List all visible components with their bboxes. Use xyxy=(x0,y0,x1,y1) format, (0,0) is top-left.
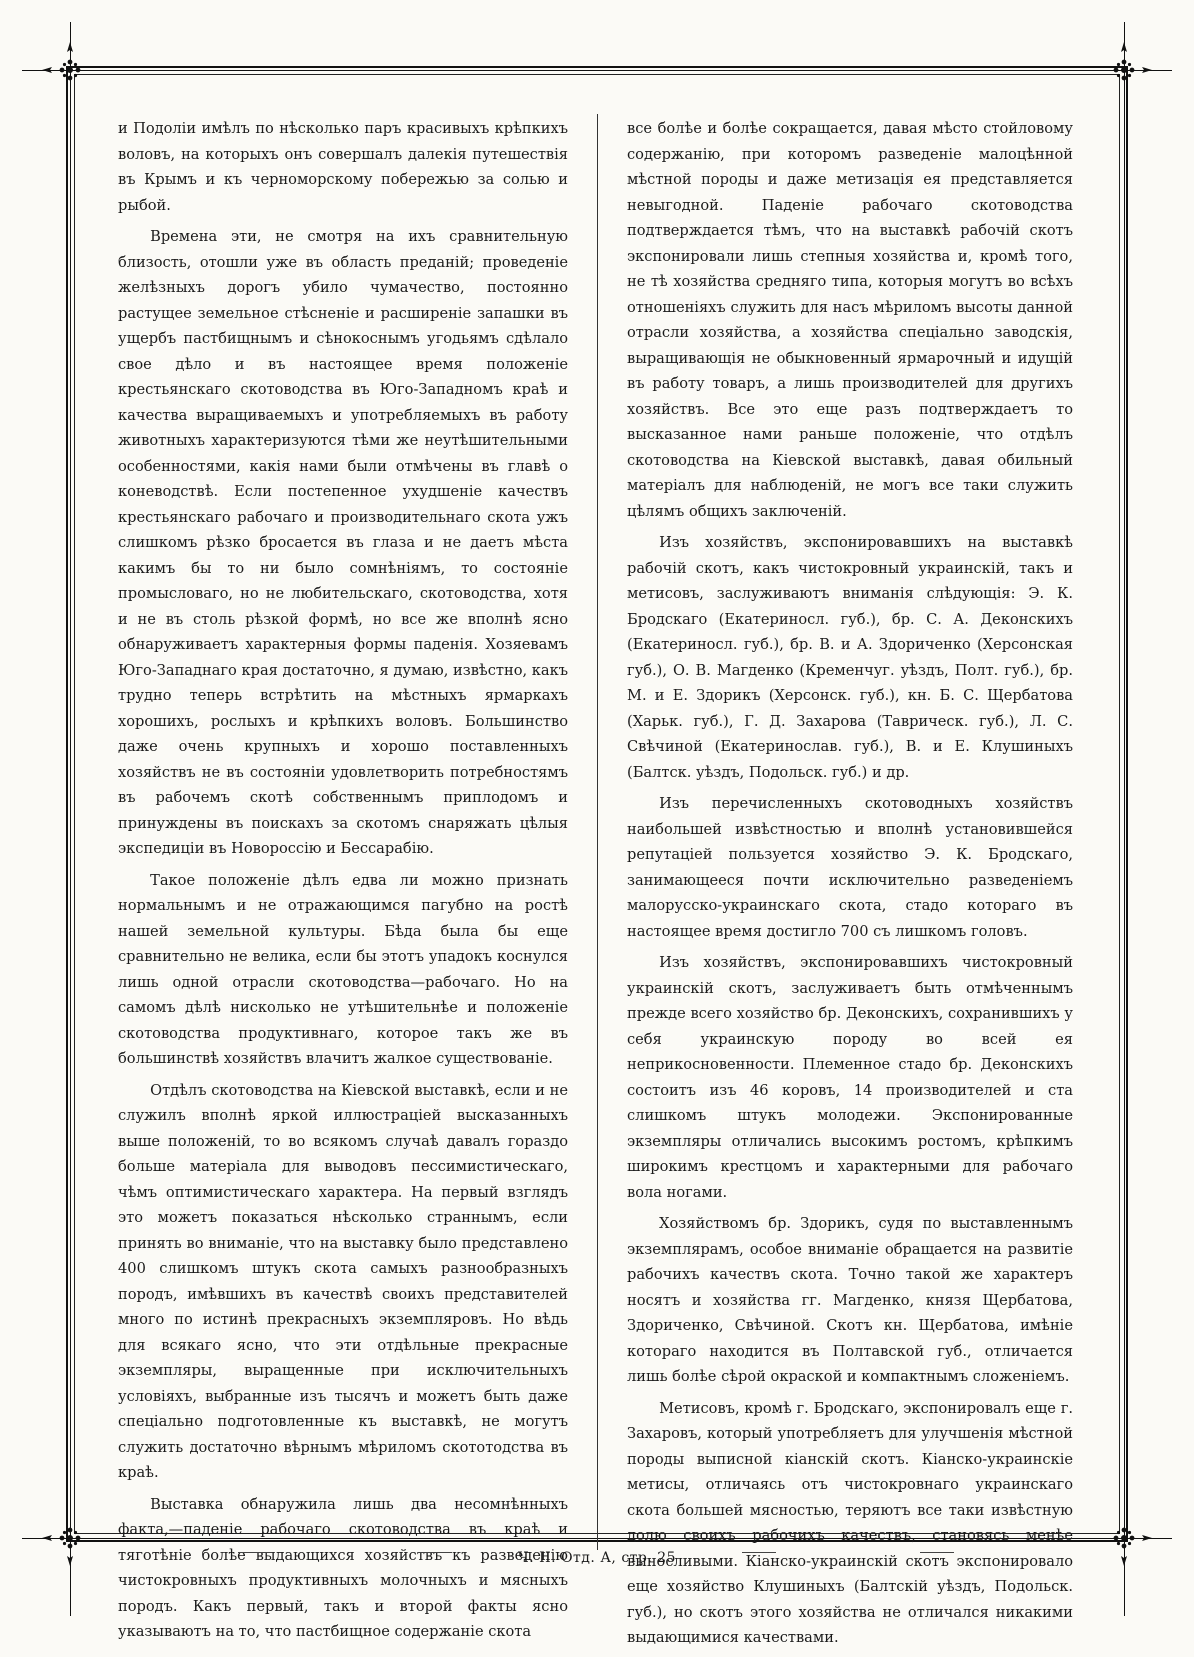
left-column xyxy=(118,116,568,1651)
paragraph: Изъ хозяйствъ, экспонировавшихъ чистокровный украинскій скотъ, заслуживаетъ быть отмѣченнымъ прежде всего хозяйство бр. Деконскихъ, сохранившихъ у себя украинскую породу во всей ея неприкосновенности. Племенное стадо бр. Деконскихъ состоитъ изъ 46 коровъ, 14 производителей и ста слишкомъ штукъ молодежи. Экспонированные экземпляры отличались высокимъ ростомъ, крѣпкимъ широкимъ крестцомъ и характерными для рабочаго вола ногами. xyxy=(627,954,1073,1201)
paragraph: Изъ хозяйствъ, экспонировавшихъ на выставкѣ рабочій скотъ, какъ чистокровный украинскій, такъ и метисовъ, заслуживаютъ вниманія слѣдующія: Э. К. Бродскаго (Екатериносл. губ.), бр. С. А. Деконскихъ (Екатериносл. губ.), бр. В. и А. Здориченко (Херсонская губ.), О. В. Магденко (Кременчуг. уѣздъ, Полт. губ.), бр. М. и Е. Здорикъ (Херсонск. губ.), кн. Б. С. Щербатова (Харьк. губ.), Г. Д. Захарова (Таврическ. губ.), Л. С. Свѣчиной (Екатеринослав. губ.), В. и Е. Клушиныхъ (Балтск. уѣздъ, Подольск. губ.) и др. xyxy=(627,534,1073,781)
paragraph: Выставка обнаружила лишь два несомнѣнныхъ факта,—паденіе рабочаго скотоводства въ краѣ и тяготѣніе болѣе выдающихся хозяйствъ къ разведенію чистокровныхъ продуктивныхъ молочныхъ и мясныхъ породъ. Какъ первый, такъ и второй факты ясно указываютъ на то, что пастбищное содержаніе скота xyxy=(118,1495,568,1640)
column-divider xyxy=(597,114,598,1550)
paragraph: и Подоліи имѣлъ по нѣсколько паръ красивыхъ крѣпкихъ воловъ, на которыхъ онъ совершалъ далекія путешествія въ Крымъ и къ черноморскому побережью за солью и рыбой. xyxy=(118,120,568,214)
paragraph: Изъ перечисленныхъ скотоводныхъ хозяйствъ наибольшей извѣстностью и вполнѣ установившейся репутаціей пользуется хозяйство Э. К. Бродскаго, занимающееся почти исключительно разведеніемъ малорусско-украинскаго скота, стадо котораго въ настоящее время достигло 700 съ лишкомъ головъ. xyxy=(627,795,1073,940)
paragraph: Хозяйствомъ бр. Здорикъ, судя по выставленнымъ экземплярамъ, особое вниманіе обращается на развитіе рабочихъ качествъ скота. Точно такой же характеръ носятъ и хозяйства гг. Магденко, князя Щербатова, Здориченко, Свѣчиной. Скотъ кн. Щербатова, имѣніе котораго находится въ Полтавской губ., отличается лишь болѣе сѣрой окраской и компактнымъ сложеніемъ. xyxy=(627,1215,1073,1385)
corner-ornament-icon xyxy=(1094,40,1154,100)
paragraph: Метисовъ, кромѣ г. Бродскаго, экспонировалъ еще г. Захаровъ, который употребляетъ для улучшенія мѣстной породы выписной кіанскій скотъ. Кіанско-украинскіе метисы, отличаясь отъ чистокровнаго украинскаго скота большей мясностью, теряютъ все таки извѣстную долю своихъ рабочихъ качествъ, становясь менѣе выносливыми. Кіанско-украинскій скотъ экспонировало еще хозяйство Клушиныхъ (Балтскій уѣздъ, Подольск. губ.), но скотъ этого хозяйства не отличался никакими выдающимися качествами. xyxy=(627,1399,1073,1646)
paragraph: Отдѣлъ скотоводства на Кіевской выставкѣ, если и не служилъ вполнѣ яркой иллюстраціей высказанныхъ выше положеній, то во всякомъ случаѣ давалъ гораздо больше матеріала для выводовъ пессимистическаго, чѣмъ оптимистическаго характера. На первый взглядъ это можетъ показаться нѣсколько страннымъ, если принять во вниманіе, что на выставку было представлено 400 слишкомъ штукъ скота самыхъ разнообразныхъ породъ, имѣвшихъ въ качествѣ своихъ представителей много по истинѣ прекрасныхъ экземпляровъ. Но вѣдь для всякаго ясно, что эти отдѣльные прекрасные экземпляры, выращенные при исключительныхъ условіяхъ, выбранные изъ тысячъ и можетъ быть даже спеціально подготовленные къ выставкѣ, не могутъ служить достаточно вѣрнымъ мѣриломъ скототодства въ краѣ. xyxy=(118,1081,568,1481)
paragraph: Такое положеніе дѣлъ едва ли можно признать нормальнымъ и не отражающимся пагубно на ростѣ нашей земельной культуры. Бѣда была бы еще сравнительно не велика, если бы этотъ упадокъ коснулся лишь одной отрасли скотоводства—рабочаго. Но на самомъ дѣлѣ нисколько не утѣшительнѣе и положеніе скотоводства продуктивнаго, которое такъ же въ большинствѣ хозяйствъ влачитъ жалкое существованіе. xyxy=(118,871,568,1067)
paragraph: Времена эти, не смотря на ихъ сравнительную близость, отошли уже въ область преданій; проведеніе желѣзныхъ дорогъ убило чумачество, постоянно растущее земельное стѣсненіе и расширеніе запашки въ ущербъ пастбищнымъ и сѣнокоснымъ угодьямъ сдѣлало свое дѣло и въ настоящее время положеніе крестьянскаго скотоводства въ Юго-Западномъ краѣ и качества выращиваемыхъ и употребляемыхъ въ работу животныхъ характеризуются тѣми же неутѣшительными особенностями, какія нами были отмѣчены въ главѣ о коневодствѣ. Если постепенное ухудшеніе качествъ крестьянскаго рабочаго и производительнаго скота ужъ слишкомъ рѣзко бросается въ глаза и не даетъ мѣста какимъ бы то ни было сомнѣніямъ, то состояніе промысловаго, но не любительскаго, скотоводства, хотя и не въ столь рѣзкой формѣ, но все же вполнѣ ясно обнаруживаетъ характерныя формы паденія. Хозяевамъ Юго-Западнаго края достаточно, я думаю, извѣстно, какъ трудно теперь встрѣтить на мѣстныхъ ярмаркахъ хорошихъ, рослыхъ и крѣпкихъ воловъ. Большинство даже очень крупныхъ и хорошо поставленныхъ хозяйствъ не въ состояніи удовлетворить потребностямъ въ рабочемъ скотѣ собственнымъ приплодомъ и принуждены въ поискахъ за скотомъ снаряжать цѣлыя экспедиціи въ Новороссію и Бессарабію. xyxy=(118,228,568,857)
page-footer: Ч. II. Отд. А, стр. 25 xyxy=(517,1550,677,1566)
right-column xyxy=(627,116,1073,1657)
paragraph: все болѣе и болѣе сокращается, давая мѣсто стойловому содержанію, при которомъ разведеніе малоцѣнной мѣстной породы и даже метизація ея представляется невыгодной. Паденіе рабочаго скотоводства подтверждается тѣмъ, что на выставкѣ рабочій скотъ экспонировали лишь степныя хозяйства и, кромѣ того, не тѣ хозяйства средняго типа, которыя могутъ во всѣхъ отношеніяхъ служить для насъ мѣриломъ высоты данной отрасли хозяйства, а хозяйства спеціально заводскія, выращивающія не обыкновенный ярмарочный и идущій въ работу товаръ, а лишь производителей для другихъ хозяйствъ. Все это еще разъ подтверждаетъ то высказанное нами раньше положеніе, что отдѣлъ скотоводства на Кіевской выставкѣ, давая обильный матеріалъ для наблюденій, не могъ все таки служить цѣлямъ общихъ заключеній. xyxy=(627,120,1073,520)
corner-ornament-icon xyxy=(40,40,100,100)
